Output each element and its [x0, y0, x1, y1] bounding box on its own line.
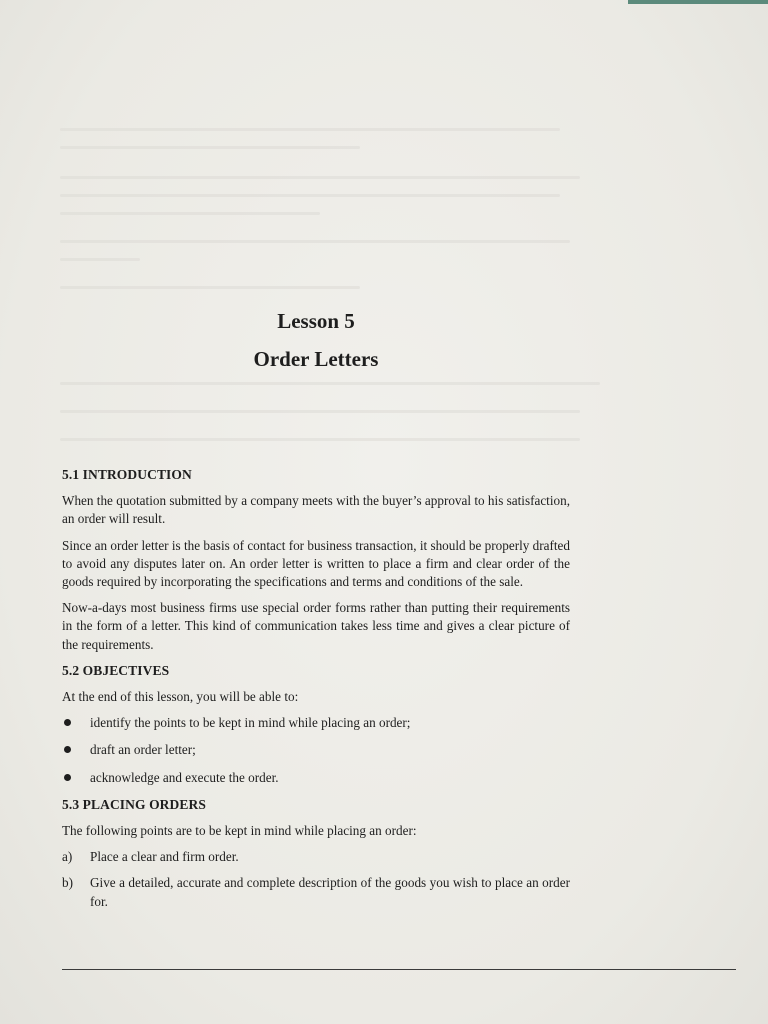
- bleed-through-line: [60, 146, 360, 149]
- list-item-text: Place a clear and firm order.: [90, 849, 239, 865]
- paragraph: Now-a-days most business firms use special order forms rather than putting their requirements in the form of a letter. This kind of communication takes less time and gives a clear picture of the requirements.: [62, 600, 570, 652]
- footer-divider: [62, 969, 736, 970]
- paragraph: At the end of this lesson, you will be able to:: [62, 689, 299, 705]
- section-introduction: [62, 466, 570, 654]
- list-item: [62, 848, 570, 866]
- section-heading: 5.1 INTRODUCTION: [62, 467, 192, 482]
- bleed-through-line: [60, 382, 600, 385]
- bleed-through-line: [60, 194, 560, 197]
- list-item: [62, 874, 570, 910]
- list-item: [62, 741, 570, 759]
- bleed-through-line: [60, 286, 360, 289]
- section-heading: 5.2 OBJECTIVES: [62, 662, 170, 678]
- section-placing-orders: [62, 796, 570, 911]
- section-heading: 5.3 PLACING ORDERS: [62, 796, 206, 812]
- page-edge-shadow: [628, 0, 768, 4]
- bleed-through-line: [60, 410, 580, 413]
- list-item-text: Give a detailed, accurate and complete description of the goods you wish to place an order for.: [90, 875, 570, 909]
- bleed-through-line: [60, 240, 570, 243]
- lesson-header: [0, 308, 632, 372]
- list-item-text: identify the points to be kept in mind while placing an order;: [90, 715, 411, 731]
- section-objectives: [62, 662, 570, 787]
- bleed-through-line: [60, 438, 580, 441]
- order-points-list: [62, 848, 570, 911]
- paragraph: Since an order letter is the basis of contact for business transaction, it should be properly drafted to avoid any disputes later on. An order letter is written to place a firm and clear order of the goods required by incorporating the specifications and terms and conditions of the sale.: [62, 537, 570, 590]
- lesson-title: Order Letters: [253, 347, 379, 371]
- objectives-list: [62, 714, 570, 787]
- bullet-icon: [64, 746, 71, 753]
- list-item: [62, 769, 570, 787]
- bleed-through-line: [60, 258, 140, 261]
- lesson-number: Lesson 5: [277, 309, 355, 333]
- bullet-icon: [64, 719, 71, 726]
- bleed-through-line: [60, 176, 580, 179]
- bleed-through-line: [60, 128, 560, 131]
- paragraph: When the quotation submitted by a company meets with the buyer’s approval to his satisfaction, an order will result.: [62, 493, 570, 527]
- paragraph: The following points are to be kept in mind while placing an order:: [62, 823, 417, 839]
- list-item-text: draft an order letter;: [90, 742, 196, 758]
- list-marker: b): [62, 875, 73, 891]
- lesson-body: [62, 466, 570, 919]
- bleed-through-line: [60, 212, 320, 215]
- bullet-icon: [64, 774, 71, 781]
- list-marker: a): [62, 849, 73, 865]
- list-item-text: acknowledge and execute the order.: [90, 769, 279, 785]
- list-item: [62, 714, 570, 732]
